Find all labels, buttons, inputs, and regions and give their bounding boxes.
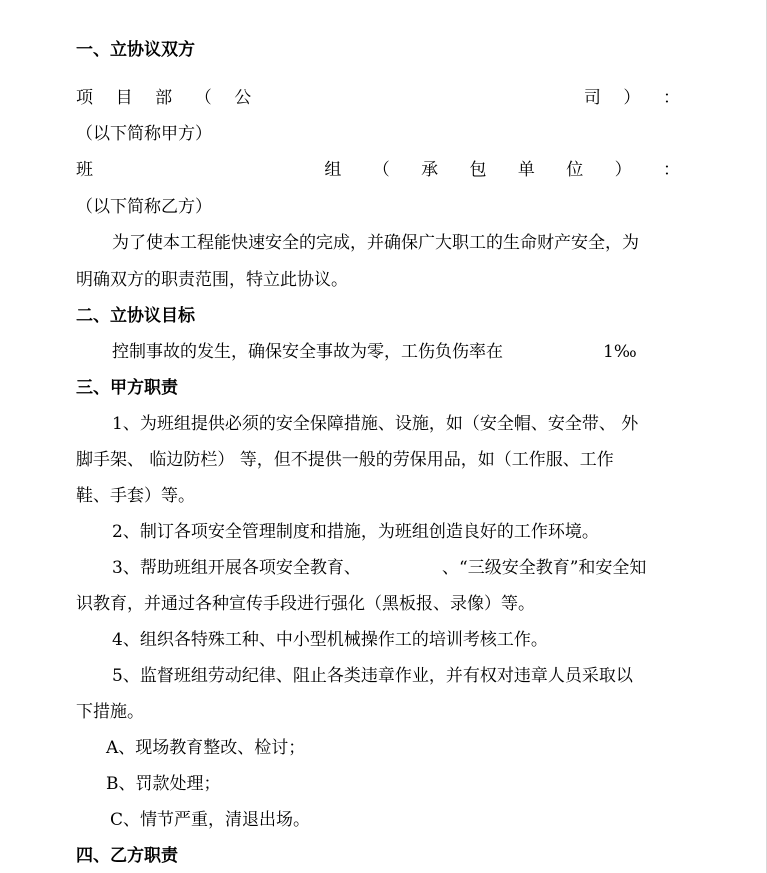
purpose-line: 为了使本工程能快速安全的完成，并确保广大职工的生命财产安全，为 [112,233,639,253]
party-b-note: （以下简称乙方） [76,197,212,217]
party-a-line [76,88,680,108]
party-b-char: 承 [421,160,439,180]
party-a-char: 项 [76,88,93,108]
target-value: 1‰ [603,342,637,362]
duty-item-5: 5、监督班组劳动纪律、阻止各类违章作业，并有权对违章人员采取以 [112,666,633,686]
party-a-char: 公 [234,88,252,108]
party-b-char: 班 [76,160,93,180]
party-b-char: 组 [324,160,342,180]
duty-item-5: 下措施。 [76,702,144,722]
party-a-char: ） [623,88,641,108]
party-a-char: ： [662,88,680,108]
measure-c: C、情节严重，清退出场。 [110,810,311,830]
section1-heading: 一、立协议双方 [76,40,195,60]
duty-item-3: 、“三级安全教育”和安全知 [442,558,647,578]
party-b-char: 位 [566,160,584,180]
party-a-note: （以下简称甲方） [76,124,212,144]
party-b-char: ： [663,160,680,180]
duty-item-1: 1、为班组提供必须的安全保障措施、设施，如（安全帽、安全带、 外 [112,414,639,434]
target-text: 控制事故的发生，确保安全事故为零，工伤负伤率在 [112,342,503,362]
party-a-char: 目 [115,88,133,108]
duty-item-2: 2、制订各项安全管理制度和措施，为班组创造良好的工作环境。 [112,522,599,542]
duty-item-3: 3、帮助班组开展各项安全教育、 [112,558,361,578]
section3-heading: 三、甲方职责 [76,378,178,398]
party-b-char: ） [614,160,632,180]
party-a-char: （ [194,88,212,108]
party-a-char: 部 [155,88,173,108]
duty-item-4: 4、组织各特殊工种、中小型机械操作工的培训考核工作。 [112,630,548,650]
duty-item-1: 鞋、手套）等。 [76,486,195,506]
measure-a: A、现场教育整改、检讨； [106,738,306,758]
section4-heading: 四、乙方职责 [76,846,178,866]
party-b-char: （ [372,160,390,180]
party-a-char: 司 [583,88,601,108]
duty-item-3: 识教育，并通过各种宣传手段进行强化（黑板报、录像）等。 [76,594,535,614]
duty-item-1: 脚手架、 临边防栏） 等，但不提供一般的劳保用品，如（工作服、工作 [76,450,614,470]
purpose-line: 明确双方的职责范围，特立此协议。 [76,270,348,290]
party-b-char: 包 [469,160,487,180]
party-b-char: 单 [517,160,535,180]
party-b-line [76,160,680,180]
measure-b: B、罚款处理； [106,774,221,794]
section2-heading: 二、立协议目标 [76,306,195,326]
